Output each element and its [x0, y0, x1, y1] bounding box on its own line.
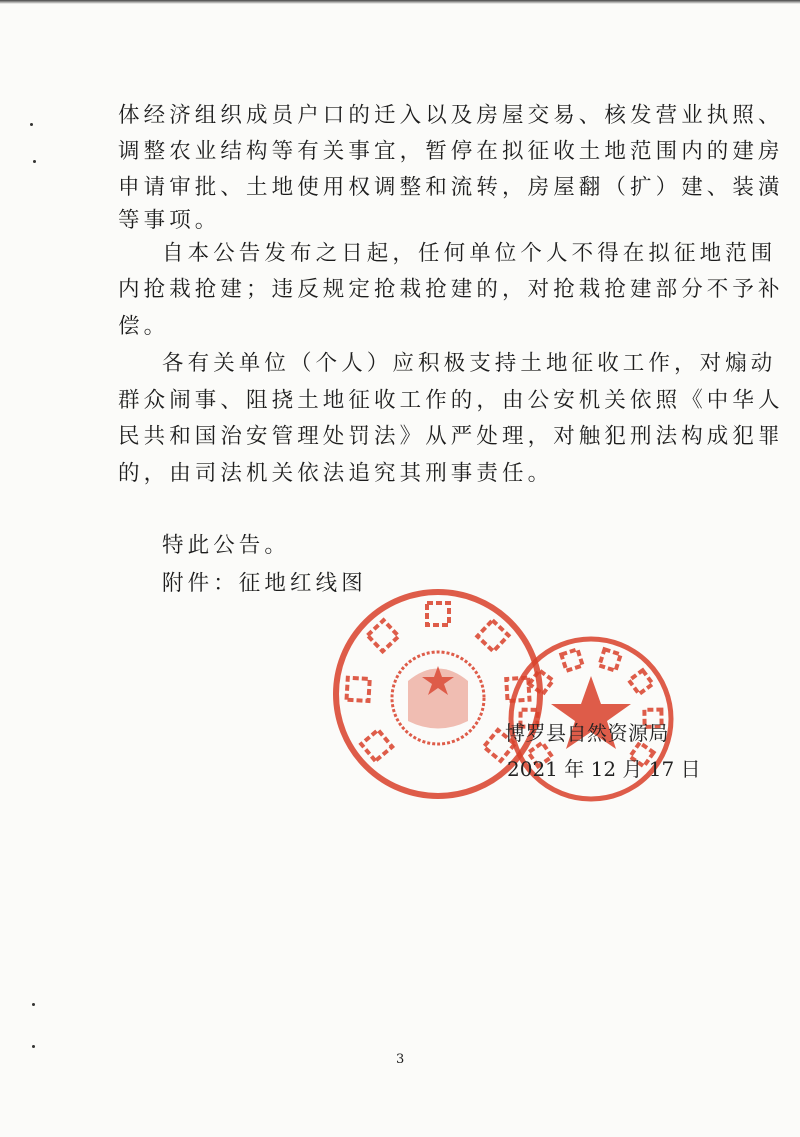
seal-character-mark [347, 678, 370, 701]
text-line: 调整农业结构等有关事宜，暂停在拟征收土地范围内的建房 [118, 139, 784, 164]
signature-date: 2021 年 12 月 17 日 [507, 757, 701, 781]
scan-speck [33, 160, 36, 163]
text-line: 群众闹事、阻挠土地征收工作的，由公安机关依照《中华人 [118, 388, 784, 413]
text-line: 民共和国治安管理处罚法》从严处理，对触犯刑法构成犯罪 [118, 424, 784, 449]
seal-character-mark [427, 603, 449, 625]
seal-character-mark [477, 620, 508, 651]
seal-character-mark [368, 620, 399, 651]
scan-speck [32, 1003, 35, 1006]
text-line: 自本公告发布之日起，任何单位个人不得在拟征地范围 [162, 241, 777, 266]
seal-character-mark [361, 730, 392, 761]
seal-character-mark [529, 670, 553, 694]
scan-speck [30, 123, 33, 126]
seal-character-mark [561, 649, 582, 670]
text-line: 内抢栽抢建；违反规定抢栽抢建的，对抢栽抢建部分不予补 [118, 277, 784, 302]
text-line: 偿。 [118, 314, 170, 339]
scan-speck [32, 1045, 35, 1048]
text-line: 体经济组织成员户口的迁入以及房屋交易、核发营业执照、 [118, 103, 784, 128]
text-line: 等事项。 [118, 208, 221, 233]
scan-edge [0, 0, 800, 4]
text-line: 申请审批、土地使用权调整和流转，房屋翻（扩）建、装潢 [118, 175, 784, 200]
seal-character-mark [599, 649, 620, 670]
closing-text: 特此公告。 [162, 533, 291, 558]
page-number: 3 [396, 1052, 405, 1067]
text-line: 各有关单位（个人）应积极支持土地征收工作，对煽动 [162, 351, 777, 376]
attachment-text: 附件：征地红线图 [162, 571, 367, 596]
signature-organization: 博罗县自然资源局 [505, 721, 669, 745]
seal-character-mark [629, 670, 653, 694]
text-line: 的，由司法机关依法追究其刑事责任。 [118, 461, 554, 486]
